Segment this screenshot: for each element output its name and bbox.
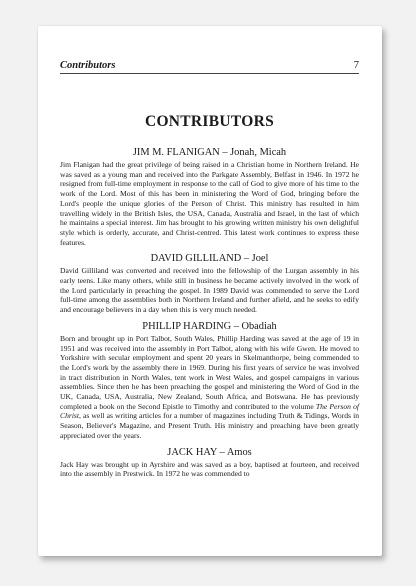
contributor-entry-gilliland <box>60 253 359 315</box>
contributor-entry-flanigan <box>60 147 359 247</box>
contributor-heading: DAVID GILLILAND – Joel <box>150 253 269 265</box>
book-title: The Person of Christ <box>60 401 359 421</box>
book-page <box>38 26 382 556</box>
bio-text: Born and brought up in Port Talbot, South Wales, Phillip Harding was saved at the age of 19 in 1951 and was received into the assembly in Port Talbot, along with his wife Gwen. He moved to Yorkshire with secular employment and spent 20 years in Skelmanthorpe, being commended to the Lord's work by the assembly there in 1969. During his first years of service he was involved in tract distribution in North Wales, tent work in West Wales, and gospel campaigns in various assemblies. Since then he has been preaching the gospel and ministering the Word of God in the UK, Canada, USA, Australia, New Zealand, South Africa, and Botswana. He has previously completed a book on the Second Epistle to Timothy and contributed to the volume <box>60 333 359 411</box>
running-title: Contributors <box>60 60 116 71</box>
bio-text: , as well as writing articles for a number of magazines including Truth & Tidings, Words in Season, Believer's Magazine, and Present Truth. His ministry and preaching have been greatly appreciated over the years. <box>60 411 359 440</box>
contributor-heading: JIM M. FLANIGAN – Jonah, Micah <box>132 147 287 158</box>
contributor-entry-hay <box>60 447 359 479</box>
contributor-bio: Jim Flanigan had the great privilege of being raised in a Christian home in Northern Ireland. He was saved as a young man and received into the Parkgate Assembly, Belfast in 1946. In 1972 he resigned from full-time employment in response to the call of God to give more of his time to the work of the Lord. Most of this has been in ministering the Word of God, bringing before the Lord's people the unique glories of the Person of Christ. This ministry has resulted in him travelling widely in the British Isles, the USA, Canada, Australia and Israel, in the last of which he maintains a special interest. Jim has brought to his growing written ministry his own delightful style which is orderly, accurate, and Christ-centred. This latest work continues to express these features. <box>60 160 359 247</box>
contributor-bio: Jack Hay was brought up in Ayrshire and was saved as a boy, baptised at fourteen, and received into the assembly in Prestwick. In 1972 he was commended to <box>60 459 359 479</box>
page-title: CONTRIBUTORS <box>144 113 275 130</box>
contributor-heading: PHILLIP HARDING – Obadiah <box>142 320 277 332</box>
running-header <box>60 60 359 74</box>
contributor-heading: JACK HAY – Amos <box>167 446 252 458</box>
contributor-bio: David Gilliland was converted and received into the fellowship of the Lurgan assembly in his early teens. Like many others, while still in business he became actively involved in the work of the Lord particularly in preaching the gospel. In 1989 David was commended to serve the Lord full-time among the assemblies both in Northern Ireland and further afield, and he seeks to edify and encourage believers in a day when this is very much needed. <box>60 266 359 315</box>
contributor-entry-harding <box>60 321 359 441</box>
contributor-bio <box>60 334 359 441</box>
page-number: 7 <box>353 60 359 71</box>
